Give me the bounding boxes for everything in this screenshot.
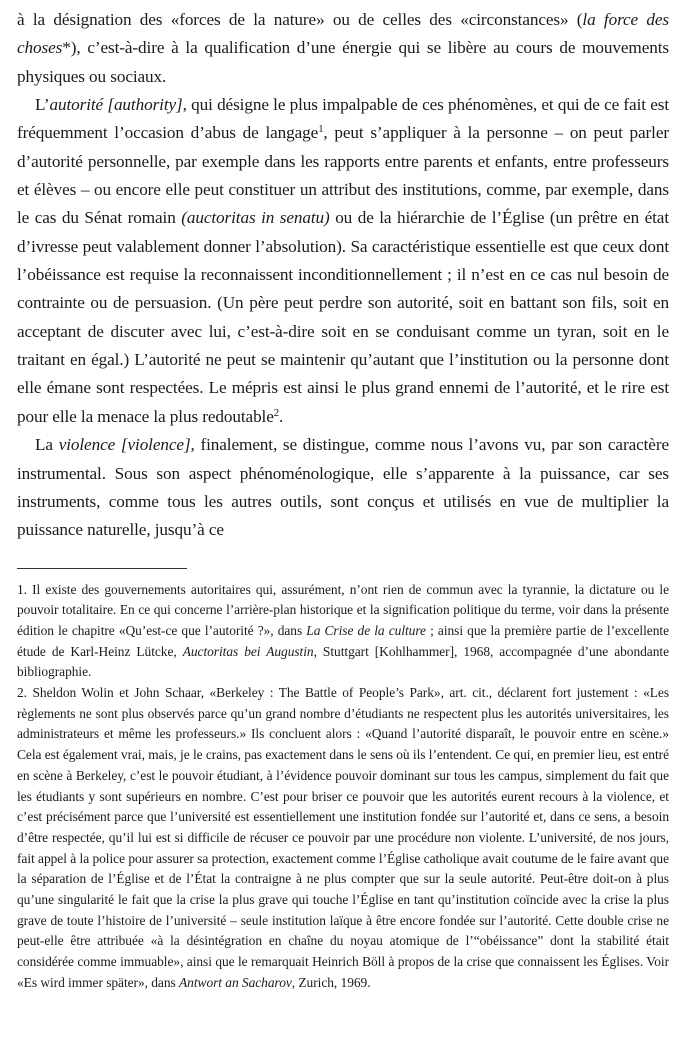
paragraph-authority: L’autorité [authority], qui désigne le plus impalpable de ces phénomènes, et qui de ce fait est fréquemment l’occasion d’abus de langage$^1$, peut s’appliquer à la personne – on peut parler d’autorité personnelle, par exemple dans les rapports entre parents et enfants, entre professeurs et élèves – ou encore elle peut constituer un attribut des institutions, comme, par exemple, dans le cas du Sénat romain (auctoritas in senatu) ou de la hiérarchie de l’Église (un prêtre en état d’ivresse peut valablement donner l’absolution). Sa caractéristique essentielle est que ceux dont l’obéissance est requise la reconnaissent inconditionnellement ; il n’est en ce cas nul besoin de contrainte ou de persuasion. (Un père peut perdre son autorité, soit en battant son fils, soit en acceptant de discuter avec lui, c’est-à-dire soit en se conduisant comme un tyran, soit en le traitant en égal.) L’autorité ne peut se maintenir qu’autant que l’institution ou la personne dont elle émane sont respectées. Le mépris est ainsi le plus grand ennemi de l’autorité, et le rire est pour elle la menace la plus redoutable$^2$. [17, 95, 669, 426]
footnote-separator [17, 568, 187, 569]
footnote-ref-1: 1 [318, 124, 324, 136]
paragraph-continuation: à la désignation des «forces de la nature» ou de celles des «circonstances» (la force des choses*), c’est-à-dire à la qualification d’une énergie qui se libère au cours de mouvements physiques ou sociaux. [17, 10, 669, 86]
footnote-ref-2: 2 [273, 407, 279, 419]
footnote-2: 2. Sheldon Wolin et John Schaar, «Berkeley : The Battle of People’s Park», art. cit., déclarent fort justement : «Les règlements ne sont plus observés parce qu’un grand nombre d’étudiants ne respectent plus les autorités universitaires, les administrateurs et même les professeurs.» Ils concluent alors : «Quand l’autorité disparaît, le pouvoir entre en scène.» Cela est également vrai, mais, je le crains, pas exactement dans le sens où ils l’entendent. Ce qui, en premier lieu, est entré en scène à Berkeley, c’est le pouvoir étudiant, à l’évidence pouvoir dominant sur tous les campus, simplement du fait que les étudiants y sont supérieurs en nombre. C’est pour briser ce pouvoir que les autorités eurent recours à la violence, et c’est précisément parce que l’université est essentiellement une institution fondée sur l’autorité et, dans ce sens, a besoin d’être respectée, qu’il lui est si difficile de récuser ce pouvoir par une procédure non violente. L’université, de nos jours, fait appel à la police pour assurer sa protection, exactement comme l’Église catholique avait coutume de le faire avant que la séparation de l’Église et de l’État la contraigne à ne plus compter que sur la seule autorité. Peut-être doit-on à plus qu’une singularité le fait que la crise la plus grave qui touche l’Église en tant qu’institution coïncide avec la crise la plus grave de toute l’histoire de l’université – seule institution laïque à être encore fondée sur l’autorité. Cette double crise ne peut-elle être attribuée «à la désintégration en chaîne du noyau atomique de l’“obéissance” dont la stabilité était considérée comme immuable», ainsi que le remarquait Heinrich Böll à propos de la crise que connaissent les Églises. Voir «Es wird immer später», dans Antwort an Sacharov, Zurich, 1969. [17, 685, 669, 990]
footnotes [17, 580, 669, 994]
footnote-1: 1. Il existe des gouvernements autoritaires qui, assurément, n’ont rien de commun avec la tyrannie, la dictature ou le pouvoir totalitaire. En ce qui concerne l’arrière-plan historique et la signification politique du terme, voir dans la présente édition le chapitre «Qu’est-ce que l’autorité ?», dans La Crise de la culture ; ainsi que la première partie de l’excellente étude de Karl-Heinz Lütcke, Auctoritas bei Augustin, Stuttgart [Kohlhammer], 1968, accompagnée d’une abondante bibliographie. [17, 581, 669, 680]
paragraph-violence: La violence [violence], finalement, se distingue, comme nous l’avons vu, par son caractère instrumental. Sous son aspect phénoménologique, elle s’apparente à la puissance, car ses instruments, comme tous les autres outils, sont conçus et utilisés en vue de multiplier la puissance naturelle, jusqu’à ce [17, 435, 669, 540]
main-text [17, 6, 669, 545]
